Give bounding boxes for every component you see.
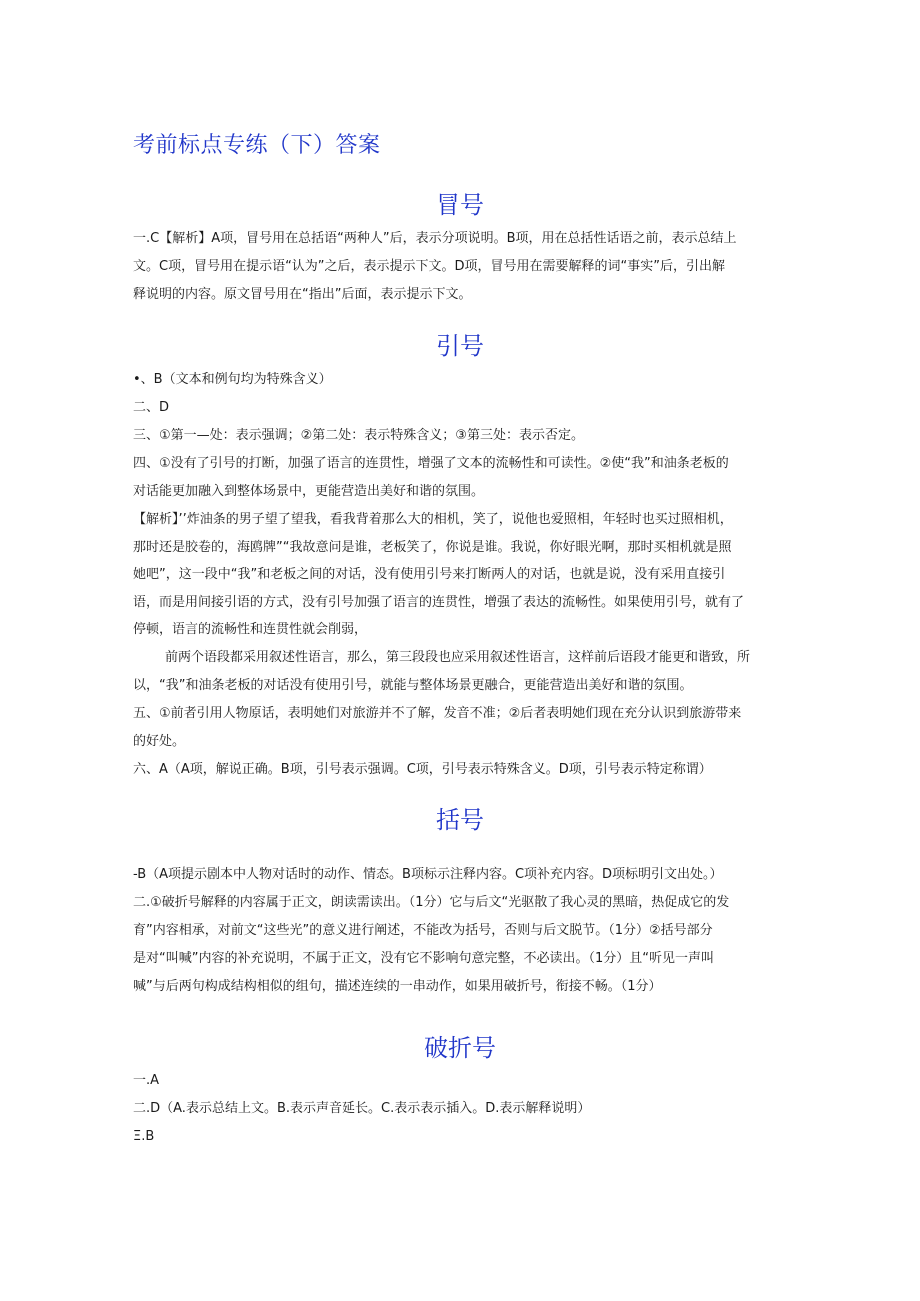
section-heading-colon: 冒号 bbox=[436, 191, 484, 219]
document-title: 考前标点专练（下）答案 bbox=[133, 133, 381, 158]
quotation-line-11: 前两个语段都采用叙述性语言，那么，第三段段也应采用叙述性语言，这样前后语段才能更和谐致，所 bbox=[165, 650, 751, 665]
quotation-line-5: 对话能更加融入到整体场景中，更能营造出美好和谐的氛围。 bbox=[133, 484, 485, 499]
colon-line-1: 一.C【解析】A项，冒号用在总括语“两种人”后，表示分项说明。B项，用在总括性话语之前，表示总结上 bbox=[133, 231, 737, 246]
quotation-line-9: 语，而是用间接引语的方式，没有引号加强了语言的连贯性，增强了表达的流畅性。如果使用引号，就有了 bbox=[133, 595, 745, 610]
brackets-line-4: 是对“叫喊”内容的补充说明，不属于正文，没有它不影响句意完整，不必读出。（1分）且“听见一声叫 bbox=[133, 951, 714, 966]
dash-line-2: 二.D（A.表示总结上文。B.表示声音延长。C.表示表示插入。D.表示解释说明） bbox=[133, 1101, 591, 1116]
dash-line-1: 一.A bbox=[133, 1073, 160, 1088]
brackets-line-3: 育”内容相承，对前文“这些光”的意义进行阐述，不能改为括号，否则与后文脱节。（1分）②括号部分 bbox=[133, 923, 713, 938]
quotation-line-13: 五、①前者引用人物原话，表明她们对旅游并不了解，发音不准；②后者表明她们现在充分认识到旅游带来 bbox=[133, 706, 742, 721]
quotation-line-1: •、B（文本和例句均为特殊含义） bbox=[133, 372, 332, 387]
quotation-line-12: 以，“我”和油条老板的对话没有使用引号，就能与整体场景更融合，更能营造出美好和谐的氛围。 bbox=[133, 678, 693, 693]
quotation-line-14: 的好处。 bbox=[133, 734, 186, 749]
quotation-line-7: 那时还是胶卷的，海鸥牌”“我故意问是谁，老板笑了，你说是谁。我说，你好眼光啊，那时买相机就是照 bbox=[133, 540, 732, 555]
brackets-line-1: -B（A项提示剧本中人物对话时的动作、情态。B项标示注释内容。C项补充内容。D项标明引文出处。） bbox=[133, 867, 723, 882]
quotation-line-2: 二、D bbox=[133, 400, 170, 415]
section-heading-brackets: 括号 bbox=[436, 806, 484, 834]
quotation-line-4: 四、①没有了引号的打断，加强了语言的连贯性，增强了文本的流畅性和可读性。②使“我”和油条老板的 bbox=[133, 456, 729, 471]
colon-line-3: 释说明的内容。原文冒号用在“指出”后面，表示提示下文。 bbox=[133, 287, 472, 302]
quotation-line-8: 她吧”，这一段中“我”和老板之间的对话，没有使用引号来打断两人的对话，也就是说，没有采用直接引 bbox=[133, 567, 726, 582]
colon-line-2: 文。C项，冒号用在提示语“认为”之后，表示提示下文。D项，冒号用在需要解释的词“事实”后，引出解 bbox=[133, 259, 726, 274]
quotation-line-15: 六、A（A项，解说正确。B项，引号表示强调。C项，引号表示特殊含义。D项，引号表示特定称谓） bbox=[133, 762, 712, 777]
section-heading-quotation: 引号 bbox=[436, 332, 484, 360]
section-heading-dash: 破折号 bbox=[424, 1034, 496, 1062]
brackets-line-5: 喊”与后两句构成结构相似的组句，描述连续的一串动作，如果用破折号，衔接不畅。（1分） bbox=[133, 979, 662, 994]
brackets-line-2: 二.①破折号解释的内容属于正文，朗读需读出。（1分）它与后文“光驱散了我心灵的黑暗，热促成它的发 bbox=[133, 895, 730, 910]
quotation-line-6: 【解析】’’炸油条的男子望了望我，看我背着那么大的相机，笑了，说他也爱照相，年轻时也买过照相机， bbox=[133, 512, 733, 527]
quotation-line-3: 三、①第一—处：表示强调；②第二处：表示特殊含义；③第三处：表示否定。 bbox=[133, 428, 584, 443]
dash-line-3: Ξ.B bbox=[133, 1129, 155, 1144]
quotation-line-10: 停顿，语言的流畅性和连贯性就会削弱， bbox=[133, 622, 368, 637]
